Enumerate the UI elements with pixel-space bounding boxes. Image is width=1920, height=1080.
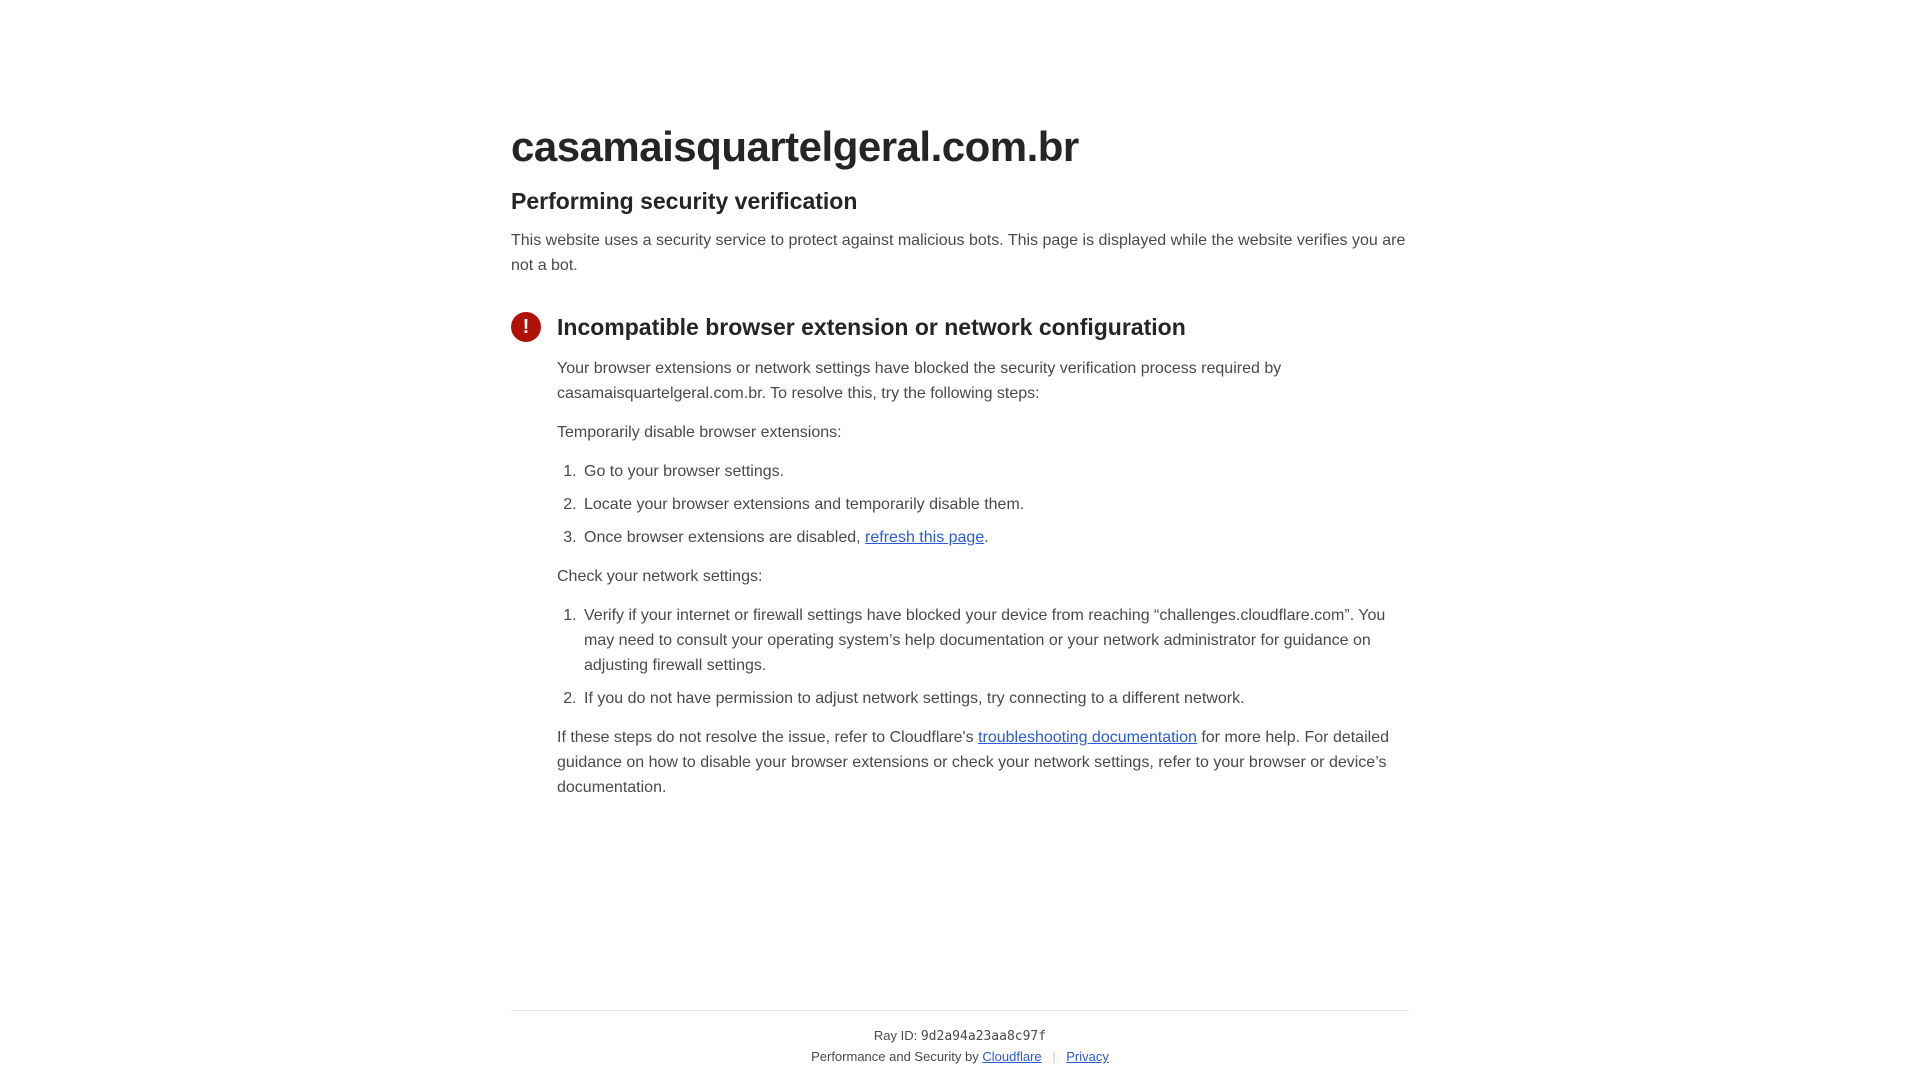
error-body — [557, 356, 1409, 800]
list-item: 1. Verify if your internet or firewall settings have blocked your device from reaching “challenges.cloudflare.com”. You may need to consult your operating system’s help documentation or your network administrator for guidance on adjusting firewall settings. — [581, 603, 1409, 678]
error-heading: Incompatible browser extension or network configuration — [557, 313, 1186, 340]
network-label: Check your network settings: — [557, 568, 763, 586]
page-subtitle: Performing security verification — [511, 188, 858, 215]
list-item: 1. Go to your browser settings. — [581, 459, 1409, 484]
list-item — [581, 525, 1409, 550]
performance-text: Performance and Security by — [811, 1049, 979, 1064]
main-content — [511, 0, 1409, 814]
error-intro: Your browser extensions or network settings have blocked the security verification process required by casamaisquartelgeral.com.br. To resolve this, try the following steps: — [557, 360, 1282, 403]
extensions-steps-list — [557, 459, 1409, 550]
step-text: Once browser extensions are disabled, — [584, 529, 866, 547]
ray-id-value: 9d2a94a23aa8c97f — [920, 1029, 1047, 1044]
performance-line — [511, 1049, 1409, 1064]
step-text: . — [984, 529, 989, 547]
error-header — [511, 312, 1409, 342]
cloudflare-link[interactable]: Cloudflare — [982, 1049, 1042, 1064]
privacy-link[interactable]: Privacy — [1066, 1049, 1109, 1064]
domain-title: casamaisquartelgeral.com.br — [511, 123, 1079, 170]
closing-text: for more help. For detailed guidance on how to disable your browser extensions or check your network settings, refer to your browser or device’s documentation. — [557, 729, 1389, 797]
error-section — [511, 312, 1409, 800]
troubleshooting-docs-link[interactable]: troubleshooting documentation — [978, 729, 1197, 747]
alert-exclamation-icon: ! — [511, 312, 541, 342]
page-description: This website uses a security service to protect against malicious bots. This page is displayed while the website verifies you are not a bot. — [511, 232, 1406, 275]
network-steps-list — [557, 603, 1409, 711]
closing-text: If these steps do not resolve the issue, refer to Cloudflare's — [557, 729, 979, 747]
footer — [0, 1010, 1920, 1080]
ray-id-label: Ray ID: — [873, 1028, 918, 1043]
footer-separator: | — [1052, 1049, 1056, 1064]
refresh-page-link[interactable]: refresh this page — [865, 529, 985, 547]
footer-inner — [511, 1010, 1409, 1080]
list-item: 2. If you do not have permission to adjust network settings, try connecting to a different network. — [581, 686, 1409, 711]
list-item: 2. Locate your browser extensions and temporarily disable them. — [581, 492, 1409, 517]
closing-paragraph — [557, 725, 1409, 800]
ray-id-line — [511, 1028, 1409, 1044]
extensions-label: Temporarily disable browser extensions: — [557, 424, 842, 442]
